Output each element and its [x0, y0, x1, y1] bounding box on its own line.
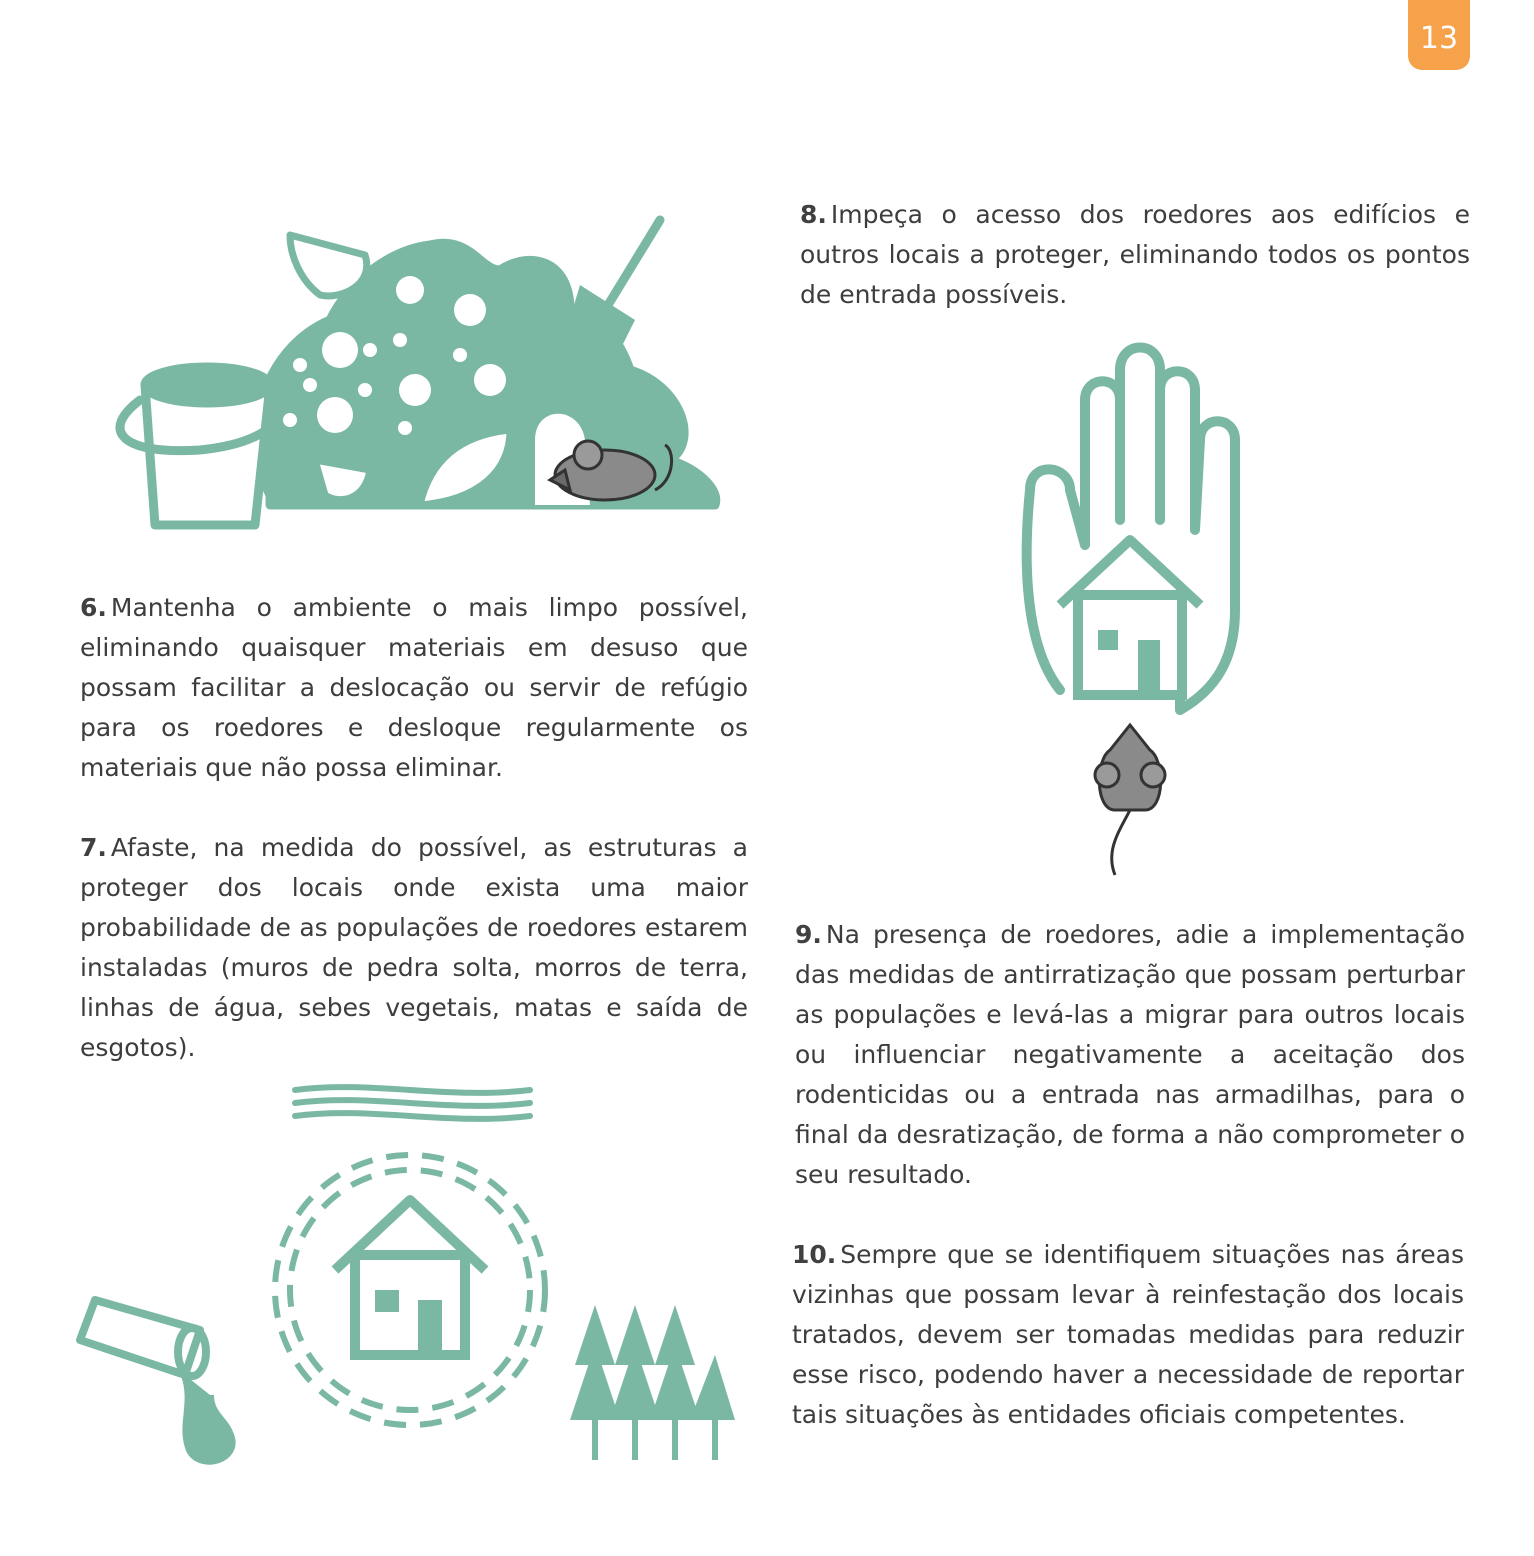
page-number: 13: [1408, 0, 1470, 70]
drain-pipe-icon: [80, 1300, 232, 1461]
house-icon: [335, 1200, 485, 1355]
paragraph-text: Mantenha o ambiente o mais limpo possível, eliminando quaisquer materiais em desuso que possam facilitar a deslocação ou servir de refúgio para os roedores e desloque regularmente os materiais que não possa eliminar.: [80, 593, 748, 782]
paragraph-9: [795, 915, 1465, 1195]
rubbish-pile-icon: [100, 200, 740, 545]
paragraph-6: [80, 588, 748, 788]
paragraph-text: Afaste, na medida do possível, as estruturas a proteger dos locais onde exista uma maior probabilidade de as populações de roedores estarem instaladas (muros de pedra solta, morros de terra, linhas de água, sebes vegetais, matas e saída de esgotos).: [80, 833, 748, 1062]
paragraph-10: [792, 1235, 1464, 1435]
item-number: 10.: [792, 1240, 837, 1269]
distance-diagram: [70, 1075, 735, 1475]
trees-icon: [570, 1305, 735, 1420]
item-number: 7.: [80, 833, 107, 862]
item-number: 6.: [80, 593, 107, 622]
house-icon: [1060, 540, 1200, 695]
paragraph-text: Na presença de roedores, adie a implementação das medidas de antirratização que possam perturbar as populações e levá-las a migrar para outros locais ou influenciar negativamente a aceitação dos rodenticidas ou a entrada nas armadilhas, para o final da desratização, de forma a não comprometer o seu resultado.: [795, 920, 1465, 1189]
mouse-icon: [1095, 725, 1165, 875]
paragraph-text: Impeça o acesso dos roedores aos edifícios e outros locais a proteger, eliminando todos os pontos de entrada possíveis.: [800, 200, 1470, 309]
paragraph-7: [80, 828, 748, 1068]
paragraph-text: Sempre que se identifiquem situações nas áreas vizinhas que possam levar à reinfestação dos locais tratados, devem ser tomadas medidas para reduzir esse risco, podendo haver a necessidade de reportar tais situações às entidades oficiais competentes.: [792, 1240, 1464, 1429]
water-waves-icon: [295, 1087, 530, 1119]
paragraph-8: [800, 195, 1470, 315]
item-number: 9.: [795, 920, 822, 949]
hand-stop-icon: [1010, 340, 1260, 885]
item-number: 8.: [800, 200, 827, 229]
